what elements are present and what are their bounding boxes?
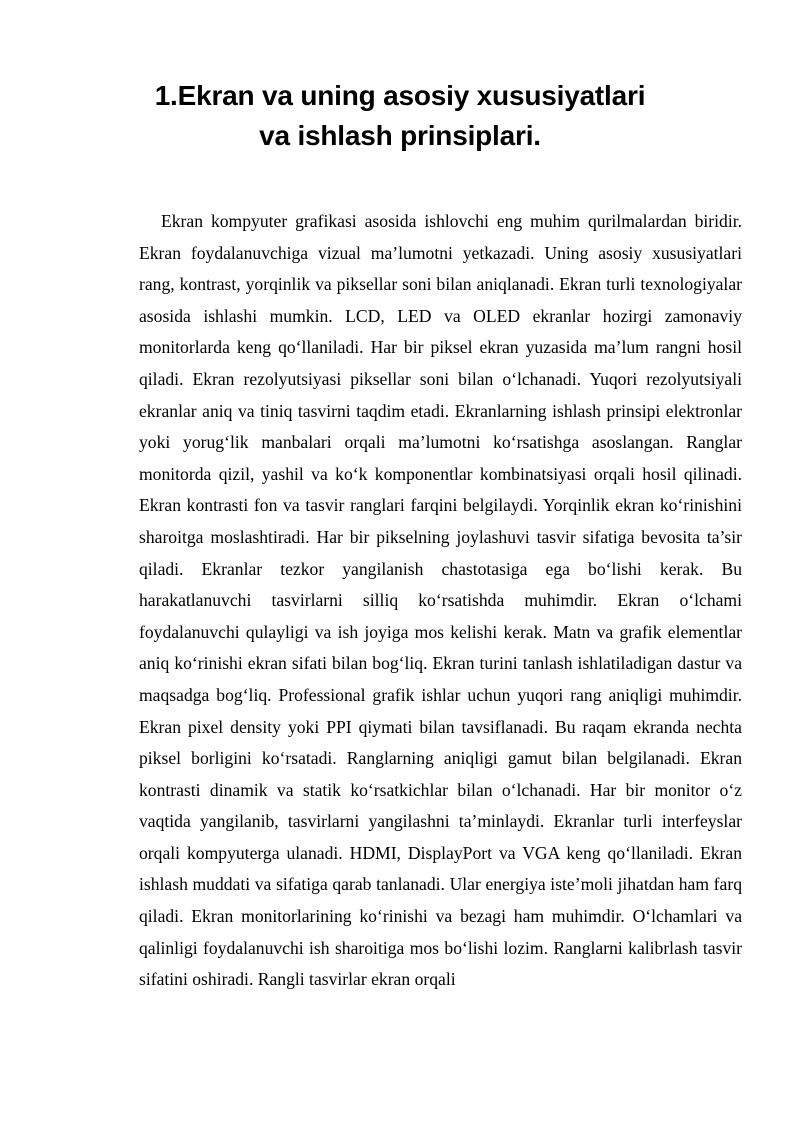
heading-text: Ekran va uning asosiy xususiyatlari va ishlash prinsiplari. xyxy=(177,80,646,151)
heading-number: 1. xyxy=(154,80,178,111)
body-paragraph: Ekran kompyuter grafikasi asosida ishlovchi eng muhim qurilmalardan biridir. Ekran foydalanuvchiga vizual ma’lumotni yetkazadi. Uning asosiy xususiyatlari rang, kontrast, yorqinlik va piksellar soni bilan aniqlanadi. Ekran turli texnologiyalar asosida ishlashi mumkin. LCD, LED va OLED ekranlar hozirgi zamonaviy monitorlarda keng qo‘llaniladi. Har bir piksel ekran yuzasida ma’lum rangni hosil qiladi. Ekran rezolyutsiyasi piksellar soni bilan o‘lchanadi. Yuqori rezolyutsiyali ekranlar aniq va tiniq tasvirni taqdim etadi. Ekranlarning ishlash prinsipi elektronlar yoki yorug‘lik manbalari orqali ma’lumotni ko‘rsatishga asoslangan. Ranglar monitorda qizil, yashil va ko‘k komponentlar kombinatsiyasi orqali hosil qilinadi. Ekran kontrasti fon va tasvir ranglari farqini belgilaydi. Yorqinlik ekran ko‘rinishini sharoitga moslashtiradi. Har bir pikselning joylashuvi tasvir sifatiga bevosita ta’sir qiladi. Ekranlar tezkor yangilanish chastotasiga ega bo‘lishi kerak. Bu harakatlanuvchi tasvirlarni silliq ko‘rsatishda muhimdir. Ekran o‘lchami foydalanuvchi qulayligi va ish joyiga mos kelishi kerak. Matn va grafik elementlar aniq ko‘rinishi ekran sifati bilan bog‘liq. Ekran turini tanlash ishlatiladigan dastur va maqsadga bog‘liq. Professional grafik ishlar uchun yuqori rang aniqligi muhimdir. Ekran pixel density yoki PPI qiymati bilan tavsiflanadi. Bu raqam ekranda nechta piksel borligini ko‘rsatadi. Ranglarning aniqligi gamut bilan belgilanadi. Ekran kontrasti dinamik va statik ko‘rsatkichlar bilan o‘lchanadi. Har bir monitor o‘z vaqtida yangilanib, tasvirlarni yangilashni ta’minlaydi. Ekranlar turli interfeyslar orqali kompyuterga ulanadi. HDMI, DisplayPort va VGA keng qo‘llaniladi. Ekran ishlash muddati va sifatiga qarab tanlanadi. Ular energiya iste’moli jihatdan ham farq qiladi. Ekran monitorlarining ko‘rinishi va bezagi ham muhimdir. O‘lchamlari va qalinligi foydalanuvchi ish sharoitiga mos bo‘lishi lozim. Ranglarni kalibrlash tasvir sifatini oshiradi. Rangli tasvirlar ekran orqali xyxy=(139,211,742,990)
section-heading xyxy=(140,76,660,156)
